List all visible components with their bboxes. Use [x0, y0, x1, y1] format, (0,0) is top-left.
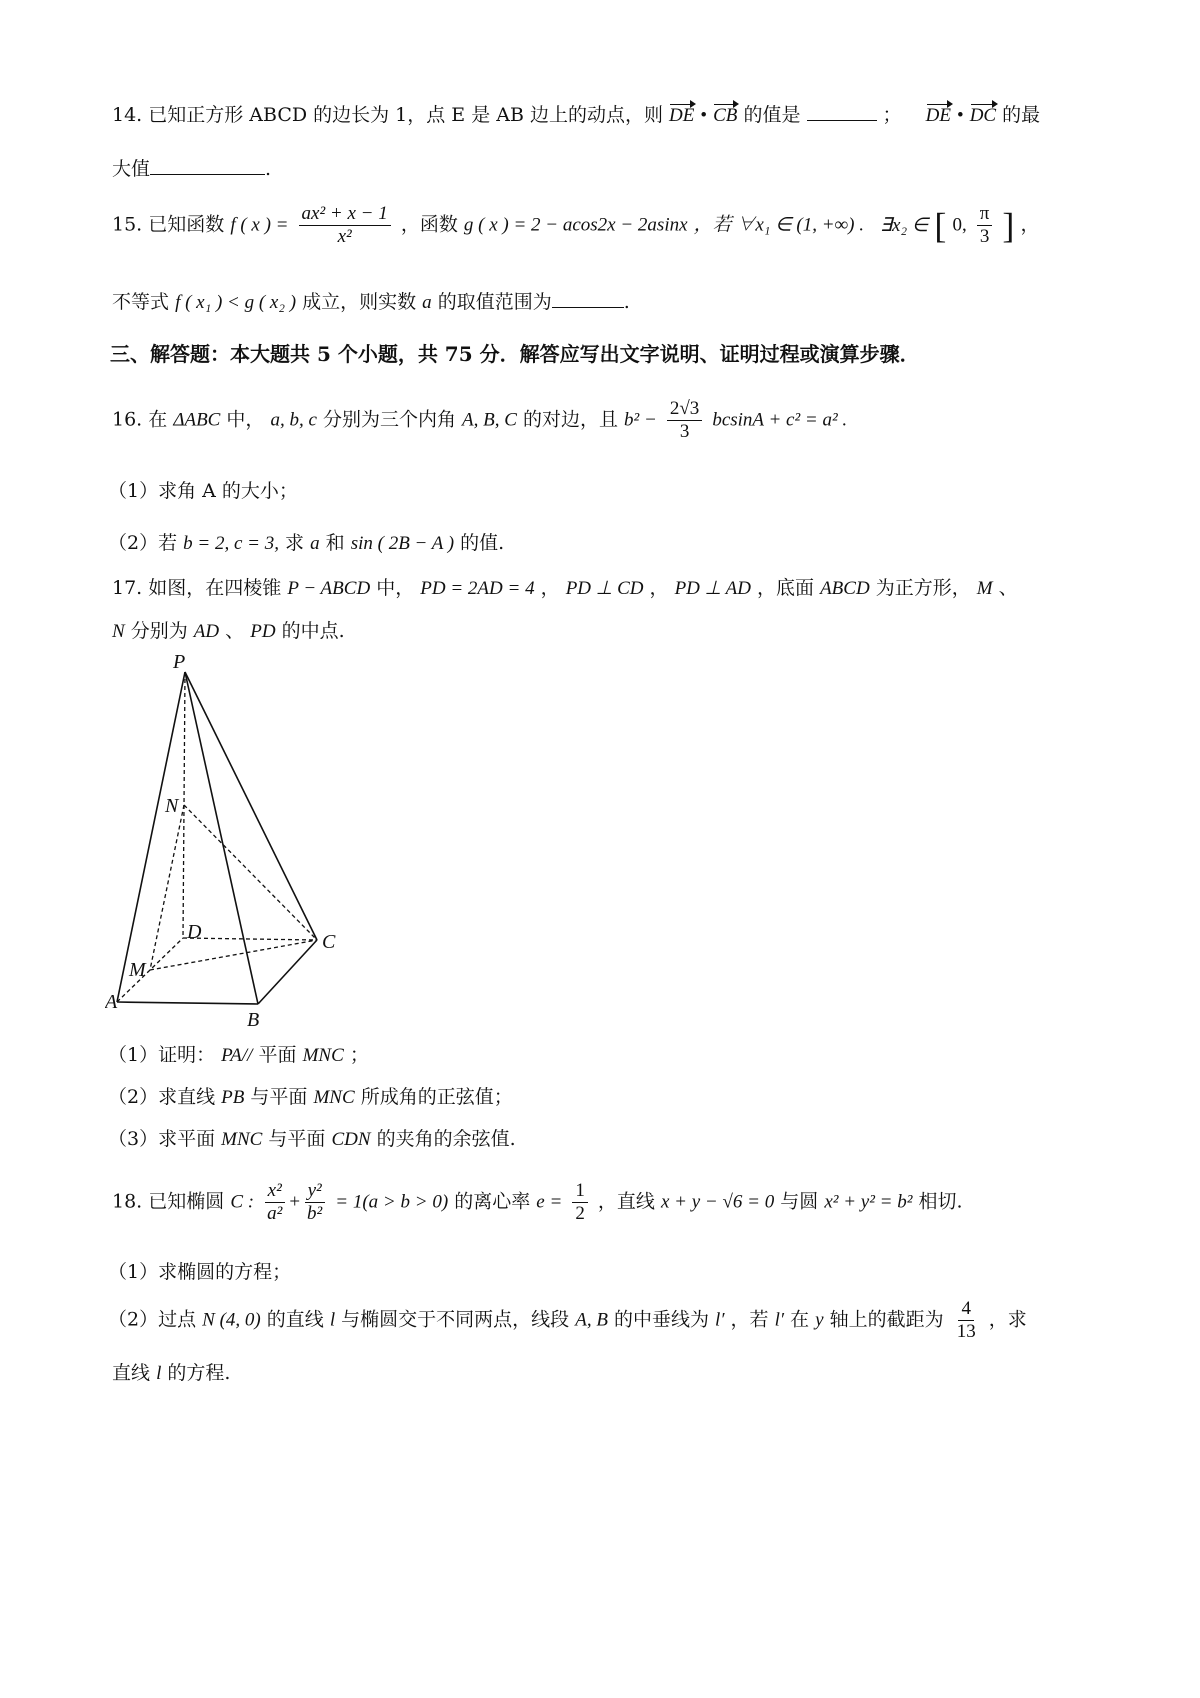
dot-operator: • [700, 105, 708, 126]
fraction-2sqrt3-3: $\frac{2√3}{3}$ [667, 398, 702, 443]
answer-blank-15 [552, 289, 624, 308]
edge-pa [117, 672, 185, 1002]
q16-part1: （1）求角 A 的大小； [108, 480, 298, 502]
q16-line1: 16. 在 ΔABC 中， a, b, c 分别为三个内角 A, B, C 的对边，且 b² − $\frac{2√3}{3}$ bcsinA + c² = a² . [112, 398, 848, 442]
q15-line2: 不等式 f ( x₁ ) < g ( x₂ ) 成立，则实数 a 的取值范围为 . [112, 291, 630, 313]
vector-dc: DC [970, 103, 996, 129]
q18-part1: （1）求椭圆的方程； [108, 1261, 292, 1283]
label-c: C [322, 931, 336, 953]
fraction-4-13: $\frac{4}{13}$ [956, 1298, 976, 1342]
q17-line2: N 分别为 AD 、 PD 的中点. [112, 620, 345, 642]
q18-part2-line1: （2）过点 N (4, 0) 的直线 l 与椭圆交于不同两点，线段 A, B 的中垂线为 l′ ，若 l′ 在 y 轴上的截距为 $\frac{4}{13}$ ，求 [108, 1298, 1027, 1342]
left-bracket: [ [934, 205, 947, 246]
q15-line1: 15. 已知函数 f ( x ) = $\frac{\text{ax² + x − 1}}{\text{x²}}$ ，函数 g ( x ) = 2 − acos2x − 2asinx ，若 ∀x₁ ∈ (1, +∞) . ∃x₂ ∈ [ 0, $\frac{\pi}{3}$ ] ， [112, 203, 1040, 247]
pyramid-figure [105, 650, 365, 1050]
q16-part2: （2）若 b = 2, c = 3, 求 a 和 sin ( 2B − A ) 的值. [108, 532, 505, 554]
label-n: N [165, 795, 179, 817]
label-d: D [187, 921, 202, 943]
answer-blank-14a [807, 102, 877, 121]
fraction-y2-b2: $\frac{\text{y²}}{\text{b²}}$ [304, 1180, 325, 1225]
dot-operator-2: • [956, 105, 964, 126]
fraction-pi-3: $\frac{\pi}{3}$ [977, 203, 993, 248]
hidden-edges [117, 672, 317, 1002]
label-m: M [129, 959, 146, 981]
q14-line1: 14. 已知正方形 ABCD 的边长为 1，点 E 是 AB 边上的动点，则 DE • CB 的值是 ； DE • DC 的最 [112, 102, 1040, 129]
edge-ab [117, 1002, 258, 1004]
section-heading: 三、解答题：本大题共 5 个小题，共 75 分．解答应写出文字说明、证明过程或演算步骤． [110, 342, 920, 366]
right-bracket: ] [1002, 205, 1015, 246]
q17-part2: （2）求直线 PB 与平面 MNC 所成角的正弦值； [108, 1086, 513, 1108]
edge-nc [184, 805, 317, 940]
answer-blank-14b [150, 156, 265, 175]
fraction-1-2: $\frac{1}{2}$ [572, 1180, 588, 1225]
edge-mc [150, 940, 317, 970]
vector-cb: CB [713, 103, 737, 129]
label-p: P [173, 651, 186, 673]
label-a: A [105, 991, 118, 1013]
vector-de-2: DE [926, 103, 951, 129]
fraction-x2-a2: $\frac{\text{x²}}{\text{a²}}$ [264, 1180, 285, 1225]
q17-part3: （3）求平面 MNC 与平面 CDN 的夹角的余弦值. [108, 1128, 516, 1150]
edge-pc [185, 672, 317, 940]
label-b: B [247, 1009, 260, 1031]
solid-edges [117, 672, 317, 1004]
edge-pb [185, 672, 258, 1004]
edge-nm [150, 805, 184, 970]
q14-line2: 大值 . [112, 158, 272, 180]
edge-dc [183, 938, 317, 940]
vector-de: DE [669, 103, 694, 129]
q18-part2-line2: 直线 l 的方程. [112, 1362, 231, 1384]
edge-bc [258, 940, 317, 1004]
q17-line1: 17. 如图，在四棱锥 P − ABCD 中， PD = 2AD = 4 ， PD ⊥ CD ， PD ⊥ AD ，底面 ABCD 为正方形， M 、 [112, 577, 1018, 599]
fraction-f: $\frac{\text{ax² + x − 1}}{\text{x²}}$ [299, 203, 391, 248]
q17-part1: （1）证明： PA// 平面 MNC ； [108, 1044, 369, 1066]
q18-line1: 18. 已知椭圆 C : $\frac{\text{x²}}{\text{a²}}$ + $\frac{\text{y²}}{\text{b²}}$ = 1(a > b > 0) 的离心率 e = $\frac{1}{2}$ ，直线 x + y − √6 = 0 与圆 x² + y² = b² 相切. [112, 1180, 963, 1224]
